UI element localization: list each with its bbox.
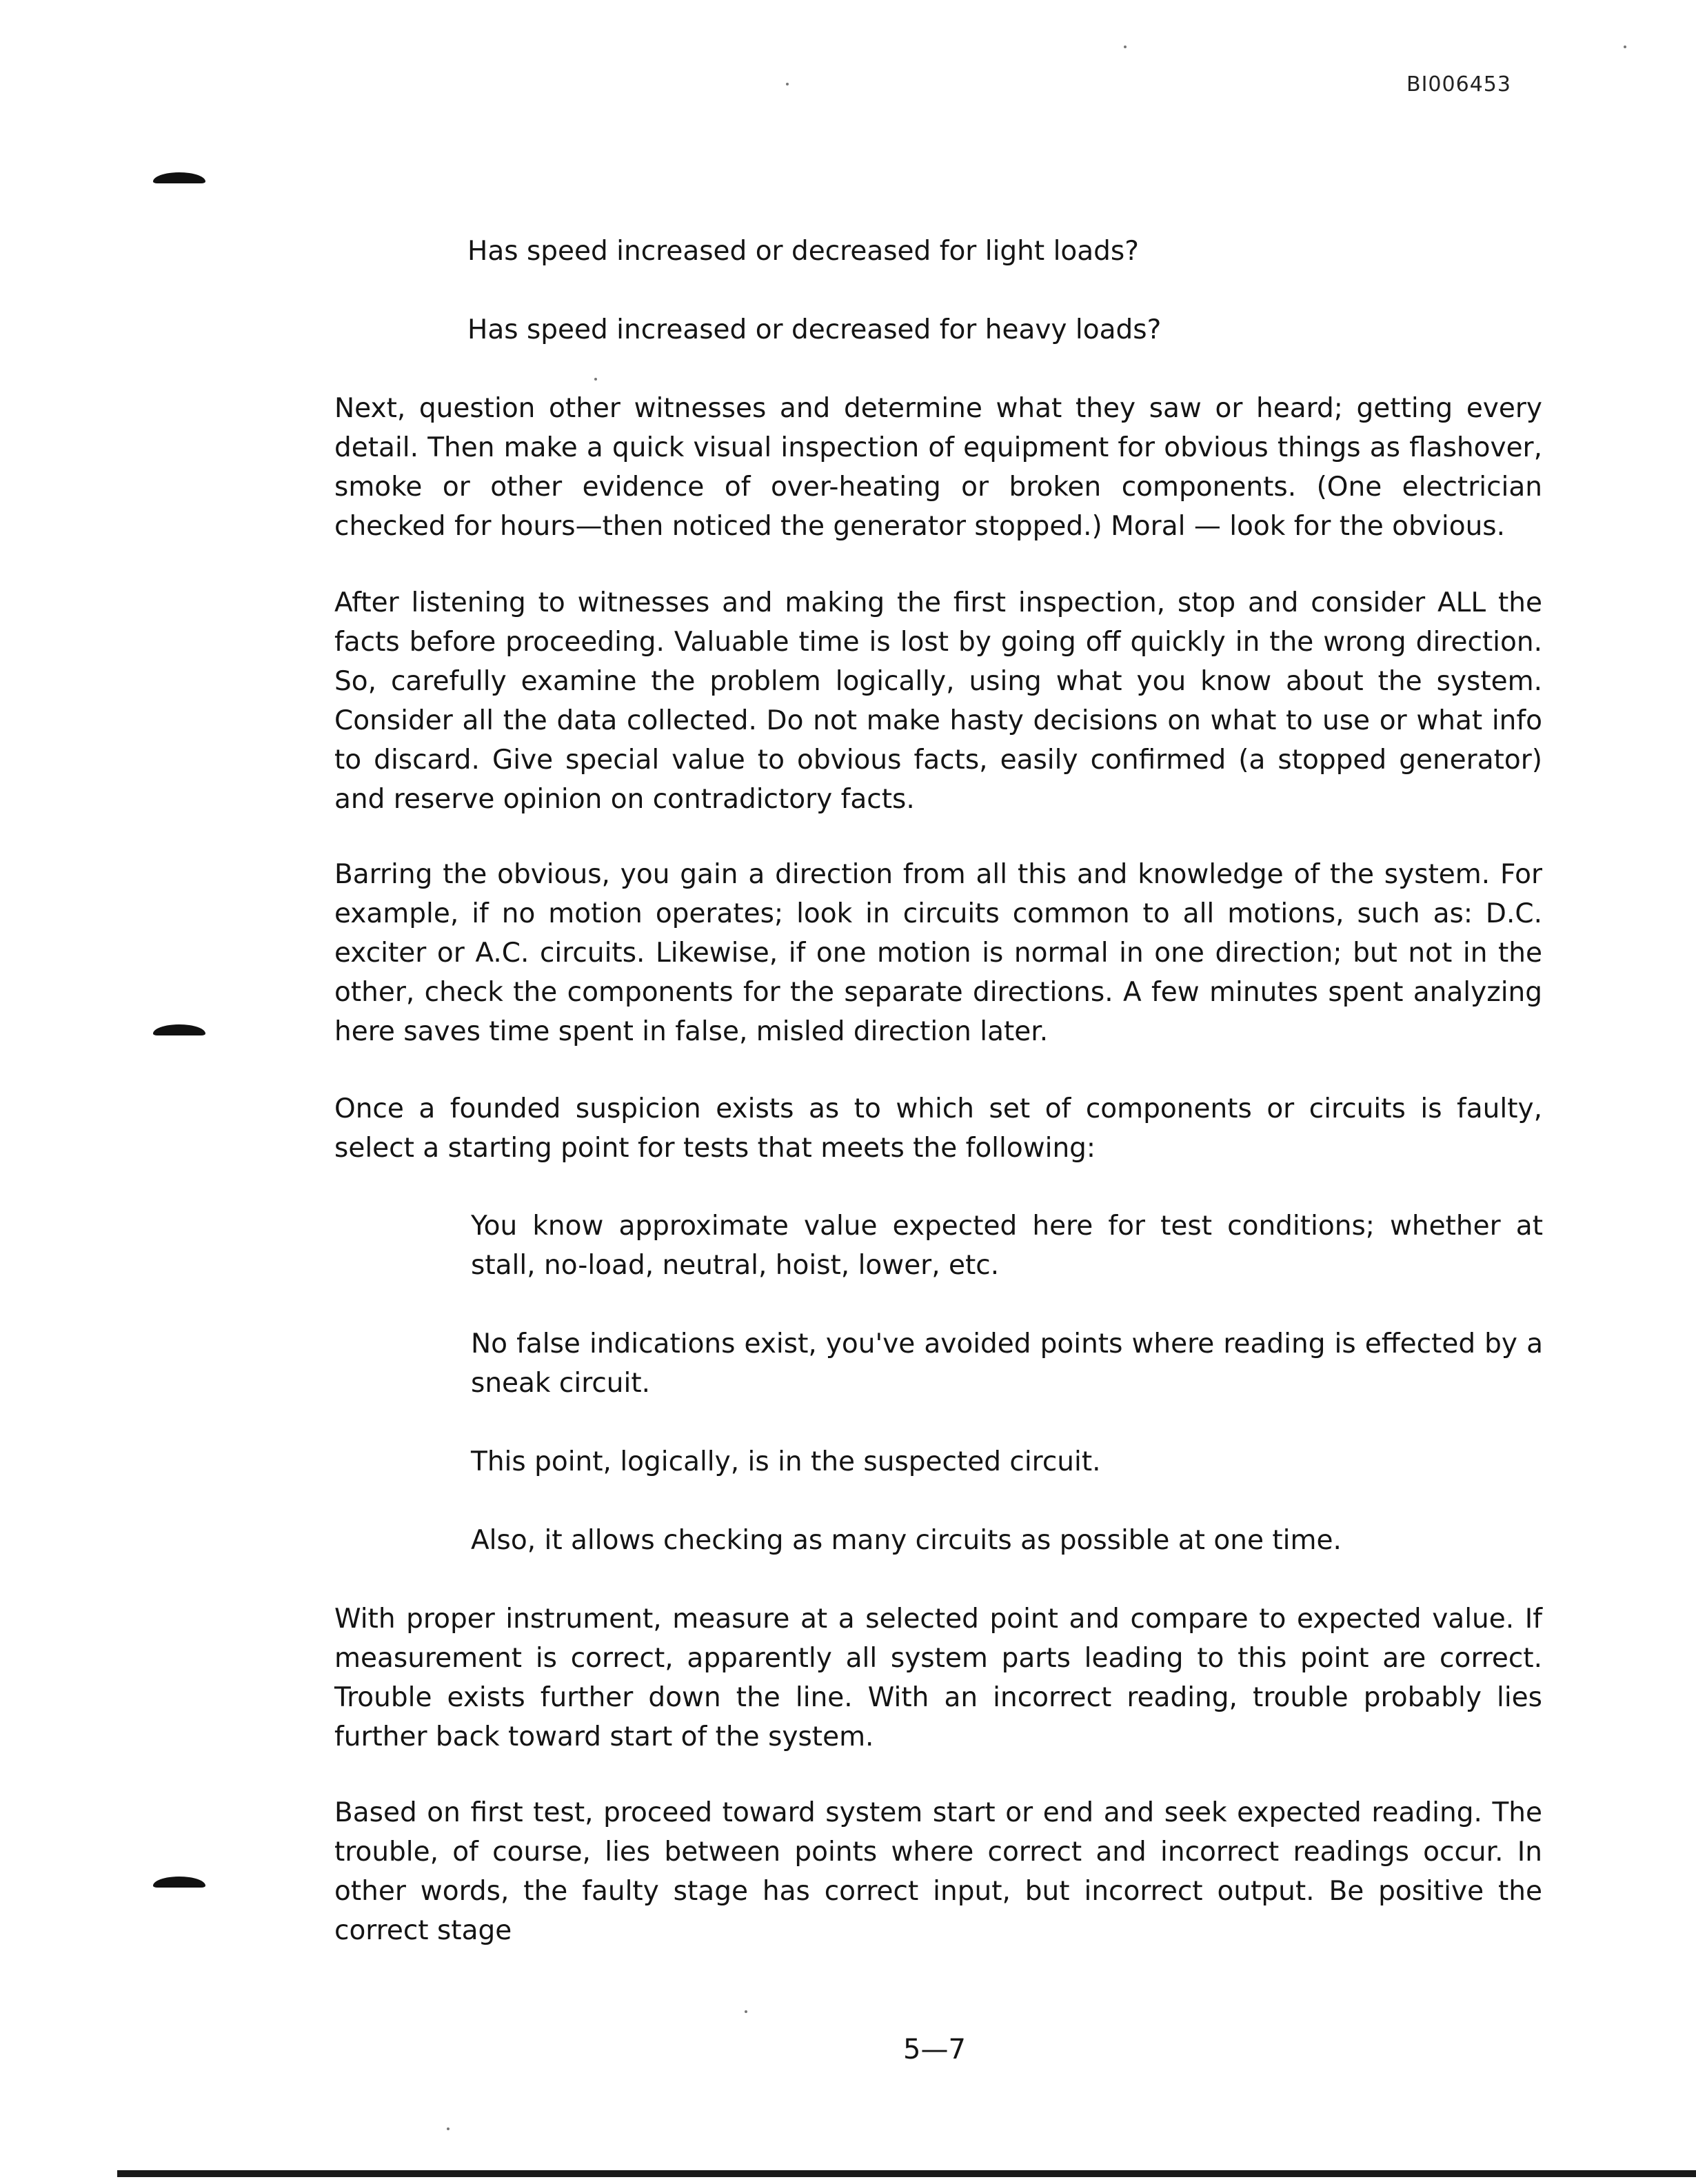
scan-speck	[1624, 46, 1626, 48]
paragraph-direction: Barring the obvious, you gain a direction from all this and knowledge of the system. For example, if no motion operates; look in circuits common to all motions, such as: D.C. exciter or A.C. circuits. Likewise, if one motion is normal in one direction; but not in the other, check the components for the separate directions. A few minutes spent analyzing here saves time spent in false, misled direction later.	[334, 859, 1542, 1047]
binder-hole-mark	[153, 1877, 205, 1888]
criterion-suspected-circuit: This point, logically, is in the suspected circuit.	[471, 1446, 1101, 1477]
page-number: 5—7	[903, 2034, 966, 2065]
criterion-many-circuits: Also, it allows checking as many circuits as possible at one time.	[471, 1525, 1342, 1556]
binder-hole-mark	[153, 1024, 205, 1035]
scan-speck	[594, 378, 597, 381]
scan-speck	[1124, 46, 1127, 48]
document-id: BI006453	[1406, 72, 1511, 97]
scan-speck	[447, 2127, 450, 2130]
question-light-loads: Has speed increased or decreased for light loads?	[467, 236, 1139, 267]
criterion-expected-value: You know approximate value expected here for test conditions; whether at stall, no-load, neutral, hoist, lower, etc.	[471, 1211, 1543, 1281]
bottom-scan-edge	[117, 2170, 1696, 2177]
binder-hole-mark	[153, 172, 205, 183]
paragraph-consider-facts: After listening to witnesses and making the first inspection, stop and consider ALL the facts before proceeding. Valuable time is lost by going off quickly in the wrong direction. So, carefully examine the problem logically, using what you know about the system. Consider all the data collected. Do not make hasty decisions on what to use or what info to discard. Give special value to obvious facts, easily confirmed (a stopped generator) and reserve opinion on contradictory facts.	[334, 587, 1542, 815]
criterion-no-false-indications: No false indications exist, you've avoided points where reading is effected by a sneak circuit.	[471, 1328, 1543, 1399]
question-heavy-loads: Has speed increased or decreased for heavy loads?	[467, 314, 1162, 345]
paragraph-proceed: Based on first test, proceed toward system start or end and seek expected reading. The trouble, of course, lies between points where correct and incorrect readings occur. In other words, the faulty stage has correct input, but incorrect output. Be positive the correct stage	[334, 1797, 1542, 1946]
paragraph-witnesses: Next, question other witnesses and determine what they saw or heard; getting every detail. Then make a quick visual inspection of equipment for obvious things as flashover, smoke or other evidence of over-heating or broken components. (One electrician checked for hours—then noticed the generator stopped.) Moral — look for the obvious.	[334, 393, 1542, 542]
scan-speck	[786, 83, 789, 85]
scan-speck	[745, 2010, 747, 2013]
paragraph-starting-point: Once a founded suspicion exists as to which set of components or circuits is faulty, select a starting point for tests that meets the following:	[334, 1093, 1542, 1164]
paragraph-measure: With proper instrument, measure at a selected point and compare to expected value. If measurement is correct, apparently all system parts leading to this point are correct. Trouble exists further down the line. With an incorrect reading, trouble probably lies further back toward start of the system.	[334, 1604, 1542, 1752]
